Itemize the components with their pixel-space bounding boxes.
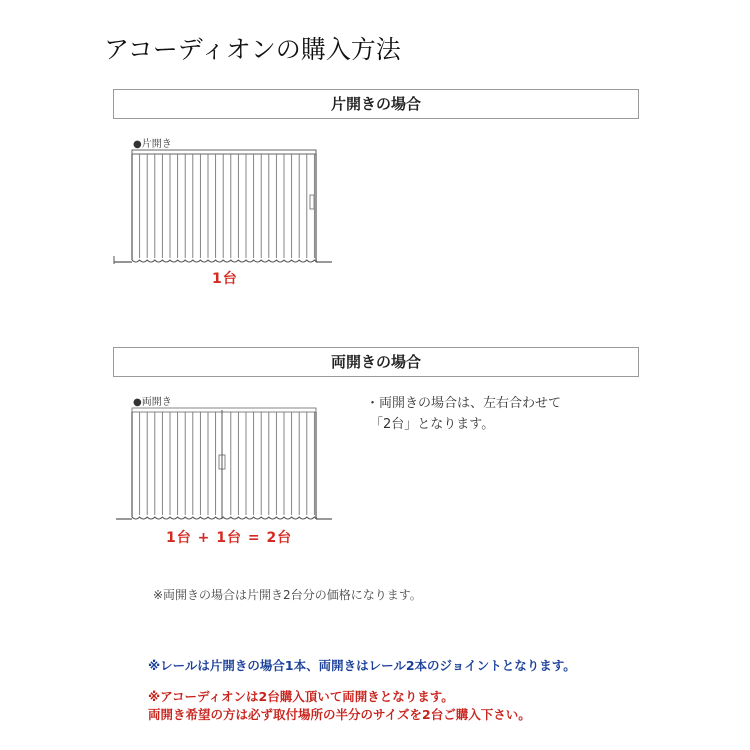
double-open-count: 1台 + 1台 = 2台: [166, 530, 293, 546]
double-open-note-2: 「2台」となります。: [370, 417, 495, 432]
double-open-label: ●両開き: [133, 397, 172, 408]
single-door-drawing: [114, 150, 332, 264]
double-open-note-1: ・両開きの場合は、左右合わせて: [366, 396, 562, 411]
double-door-drawing: [116, 408, 332, 519]
double-open-header: 両開きの場合: [113, 347, 639, 377]
purchase-note-2: 両開き希望の方は必ず取付場所の半分のサイズを2台ご購入下さい。: [148, 707, 531, 722]
price-footnote: ※両開きの場合は片開き2台分の価格になります。: [153, 588, 422, 602]
single-open-label: ●片開き: [133, 139, 172, 150]
purchase-note-1: ※アコーディオンは2台購入頂いて両開きとなります。: [148, 689, 454, 704]
single-open-count: 1台: [212, 271, 238, 287]
page-title: アコーディオンの購入方法: [104, 35, 401, 64]
single-open-header: 片開きの場合: [113, 89, 639, 119]
rail-note: ※レールは片開きの場合1本、両開きはレール2本のジョイントとなります。: [148, 658, 576, 673]
